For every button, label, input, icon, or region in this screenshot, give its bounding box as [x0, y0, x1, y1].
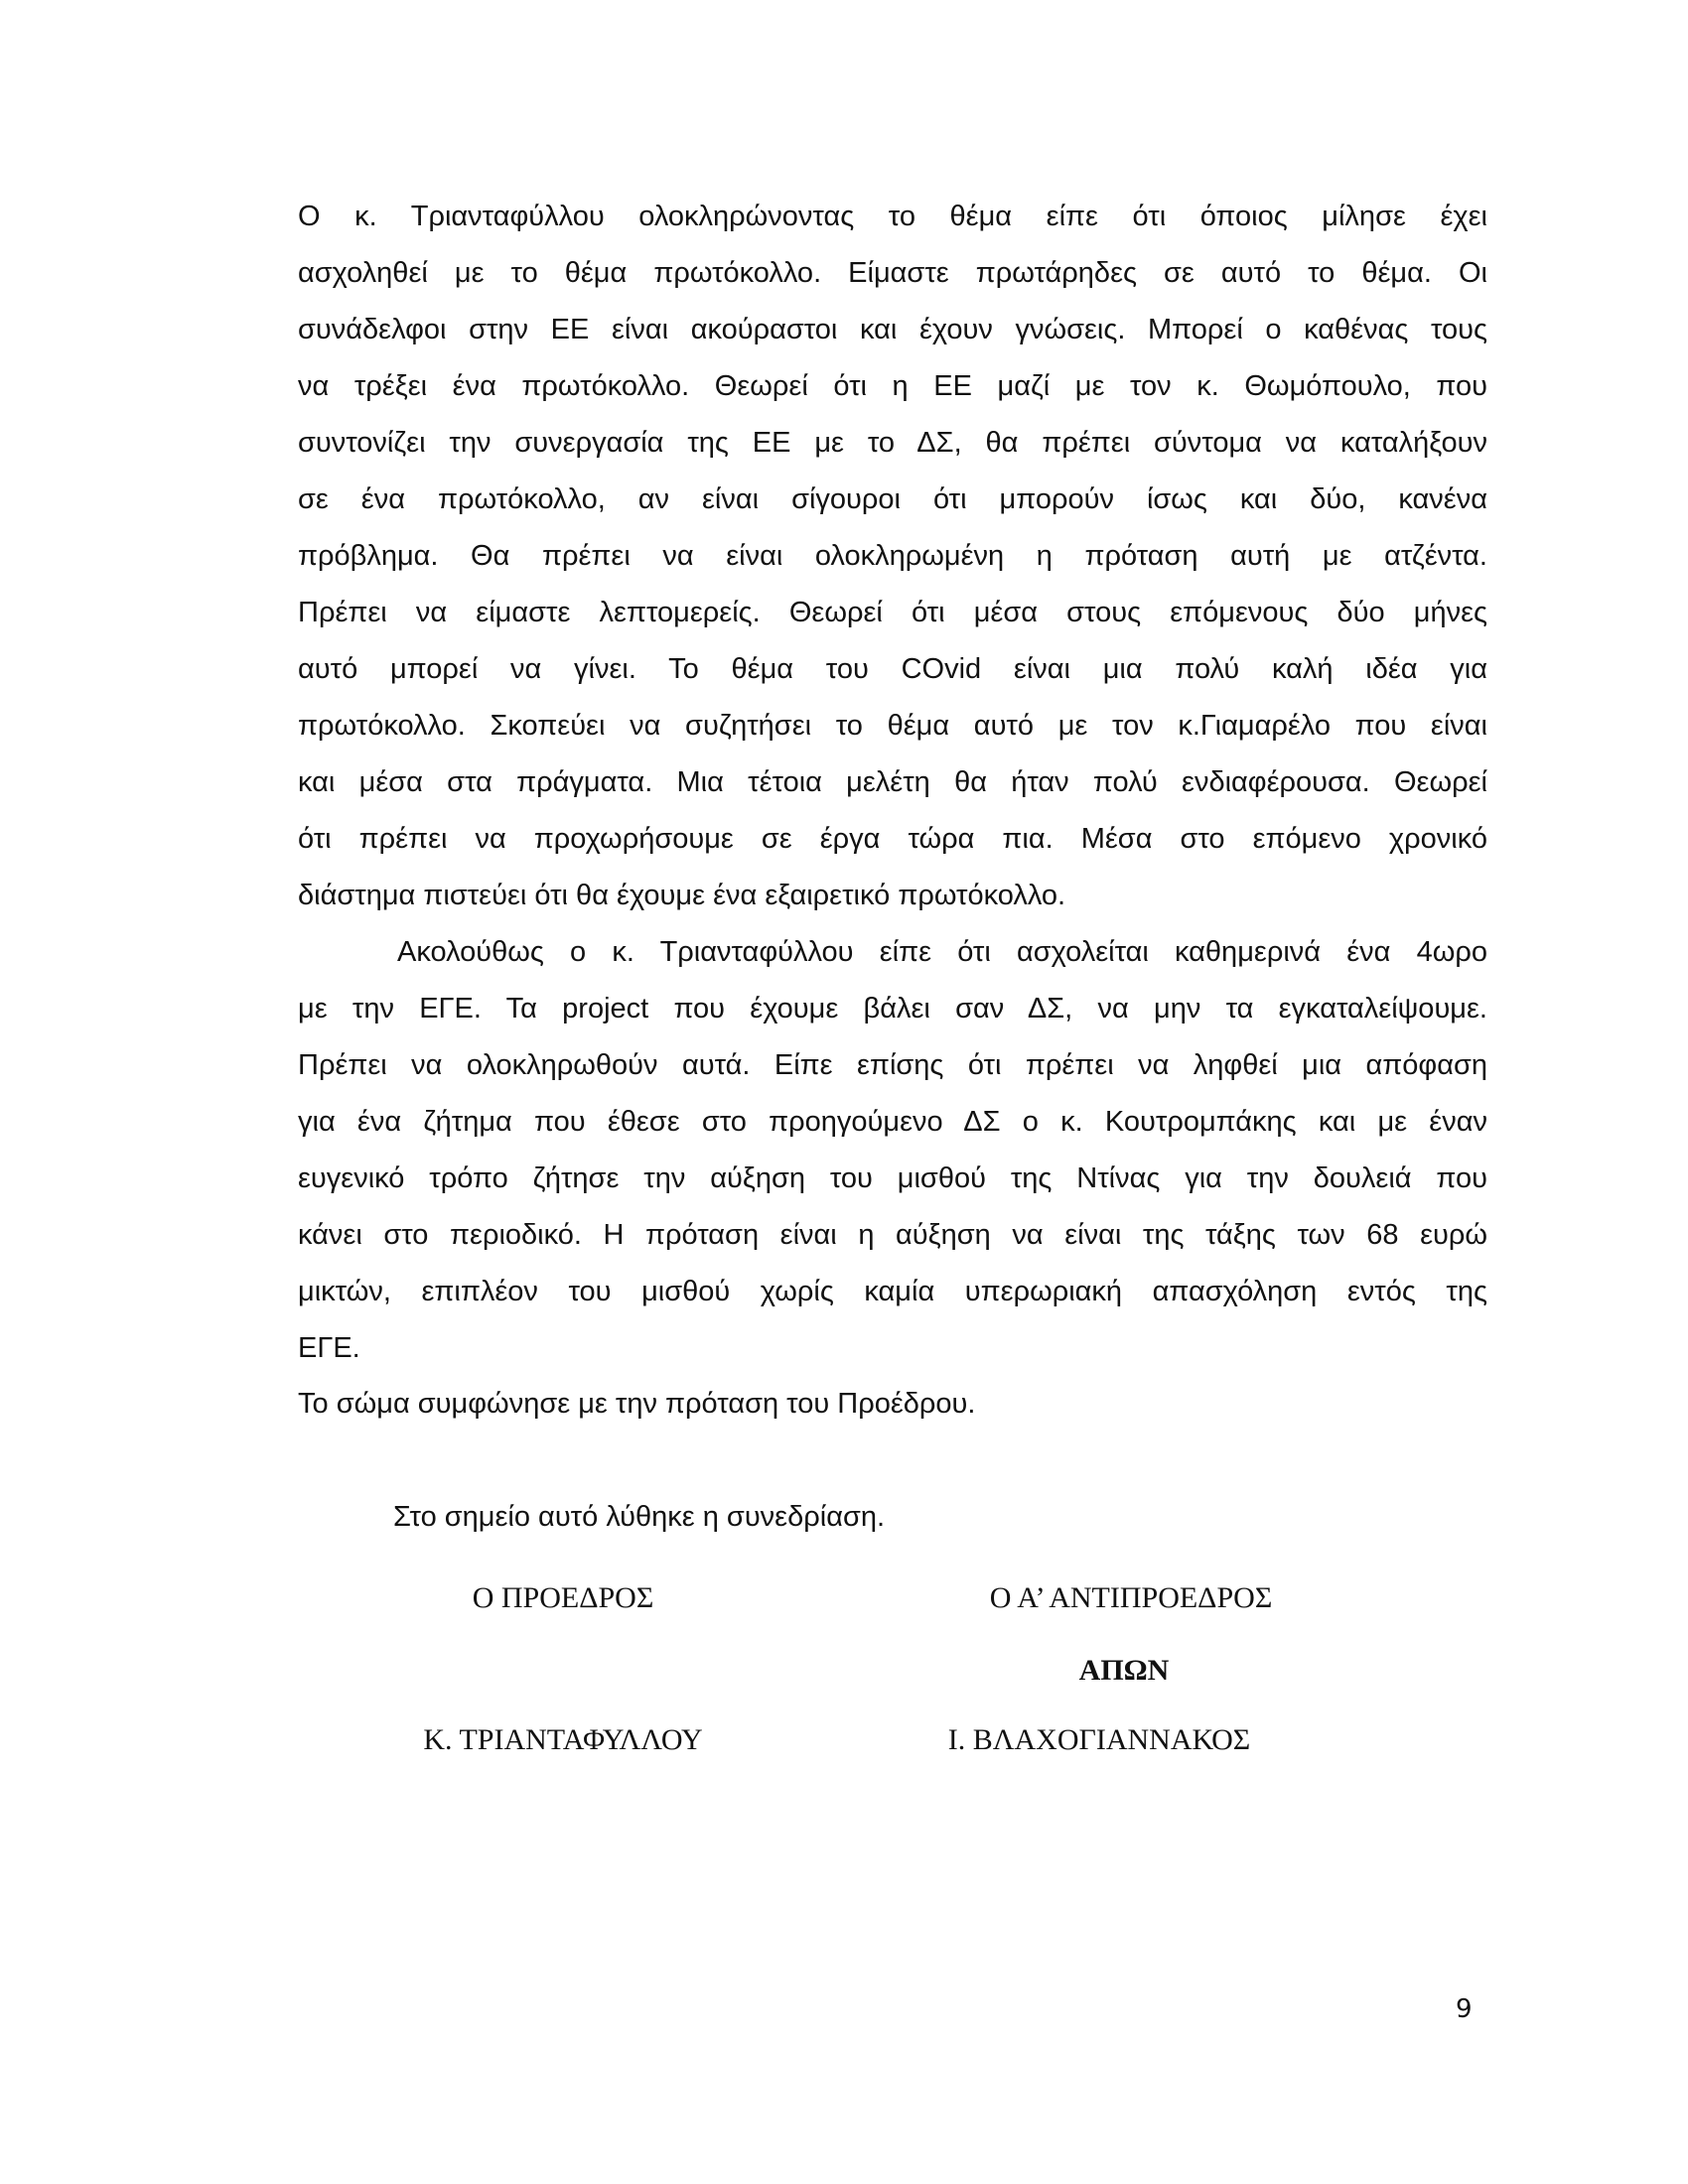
text-line: ότι πρέπει να προχωρήσουμε σε έργα τώρα πια. Μέσα στο επόμενο χρονικό: [298, 823, 1487, 855]
text-line: πρωτόκολλο. Σκοπεύει να συζητήσει το θέμα αυτό με τον κ.Γιαμαρέλο που είναι: [298, 710, 1487, 742]
text-line: Ακολούθως ο κ. Τριανταφύλλου είπε ότι ασχολείται καθημερινά ένα 4ωρο: [397, 936, 1487, 968]
text-line: ευγενικό τρόπο ζήτησε την αύξηση του μισθού της Ντίνας για την δουλειά που: [298, 1162, 1487, 1194]
president-name: Κ. ΤΡΙΑΝΤΑΦΥΛΛΟΥ: [423, 1723, 703, 1756]
president-title: Ο ΠΡΟΕΔΡΟΣ: [472, 1581, 654, 1614]
text-line: και μέσα στα πράγματα. Μια τέτοια μελέτη θα ήταν πολύ ενδιαφέρουσα. Θεωρεί: [298, 766, 1487, 798]
paragraph-3: [298, 1376, 1487, 1433]
text-line: Ο κ. Τριανταφύλλου ολοκληρώνοντας το θέμα είπε ότι όποιος μίλησε έχει: [298, 201, 1487, 232]
absent-label: ΑΠΩΝ: [1078, 1654, 1170, 1687]
paragraph-2: [298, 924, 1487, 1377]
text-line: κάνει στο περιοδικό. Η πρόταση είναι η αύξηση να είναι της τάξης των 68 ευρώ: [298, 1219, 1487, 1251]
vice-president-title: Ο Α’ ΑΝΤΙΠΡΟΕΔΡΟΣ: [989, 1581, 1273, 1614]
page-number: 9: [1456, 1994, 1473, 2024]
text-line: πρόβλημα. Θα πρέπει να είναι ολοκληρωμένη η πρόταση αυτή με ατζέντα.: [298, 540, 1487, 572]
text-line: διάστημα πιστεύει ότι θα έχουμε ένα εξαιρετικό πρωτόκολλο.: [298, 880, 1066, 911]
text-line: Πρέπει να είμαστε λεπτομερείς. Θεωρεί ότι μέσα στους επόμενους δύο μήνες: [298, 597, 1487, 628]
text-line: μικτών, επιπλέον του μισθού χωρίς καμία υπερωριακή απασχόληση εντός της: [298, 1276, 1487, 1307]
text-line: αυτό μπορεί να γίνει. Το θέμα του COvid είναι μια πολύ καλή ιδέα για: [298, 653, 1487, 685]
closing-statement: Στο σημείο αυτό λύθηκε η συνεδρίαση.: [393, 1501, 886, 1533]
vice-president-name: Ι. ΒΛΑΧΟΓΙΑΝΝΑΚΟΣ: [947, 1723, 1251, 1756]
text-line: για ένα ζήτημα που έθεσε στο προηγούμενο ΔΣ ο κ. Κουτρομπάκης και με έναν: [298, 1106, 1487, 1138]
text-line: να τρέξει ένα πρωτόκολλο. Θεωρεί ότι η ΕΕ μαζί με τον κ. Θωμόπουλο, που: [298, 370, 1487, 402]
text-line: συντονίζει την συνεργασία της ΕΕ με το ΔΣ, θα πρέπει σύντομα να καταλήξουν: [298, 427, 1487, 459]
text-line: Το σώμα συμφώνησε με την πρόταση του Προέδρου.: [298, 1388, 976, 1420]
text-line: ΕΓΕ.: [298, 1332, 360, 1364]
text-line: με την ΕΓΕ. Τα project που έχουμε βάλει σαν ΔΣ, να μην τα εγκαταλείψουμε.: [298, 993, 1487, 1024]
text-line: σε ένα πρωτόκολλο, αν είναι σίγουροι ότι μπορούν ίσως και δύο, κανένα: [298, 483, 1487, 515]
text-line: ασχοληθεί με το θέμα πρωτόκολλο. Είμαστε πρωτάρηδες σε αυτό το θέμα. Οι: [298, 257, 1487, 289]
text-line: συνάδελφοι στην ΕΕ είναι ακούραστοι και έχουν γνώσεις. Μπορεί ο καθένας τους: [298, 314, 1487, 345]
paragraph-1: [298, 189, 1487, 924]
text-line: Πρέπει να ολοκληρωθούν αυτά. Είπε επίσης ότι πρέπει να ληφθεί μια απόφαση: [298, 1049, 1487, 1081]
